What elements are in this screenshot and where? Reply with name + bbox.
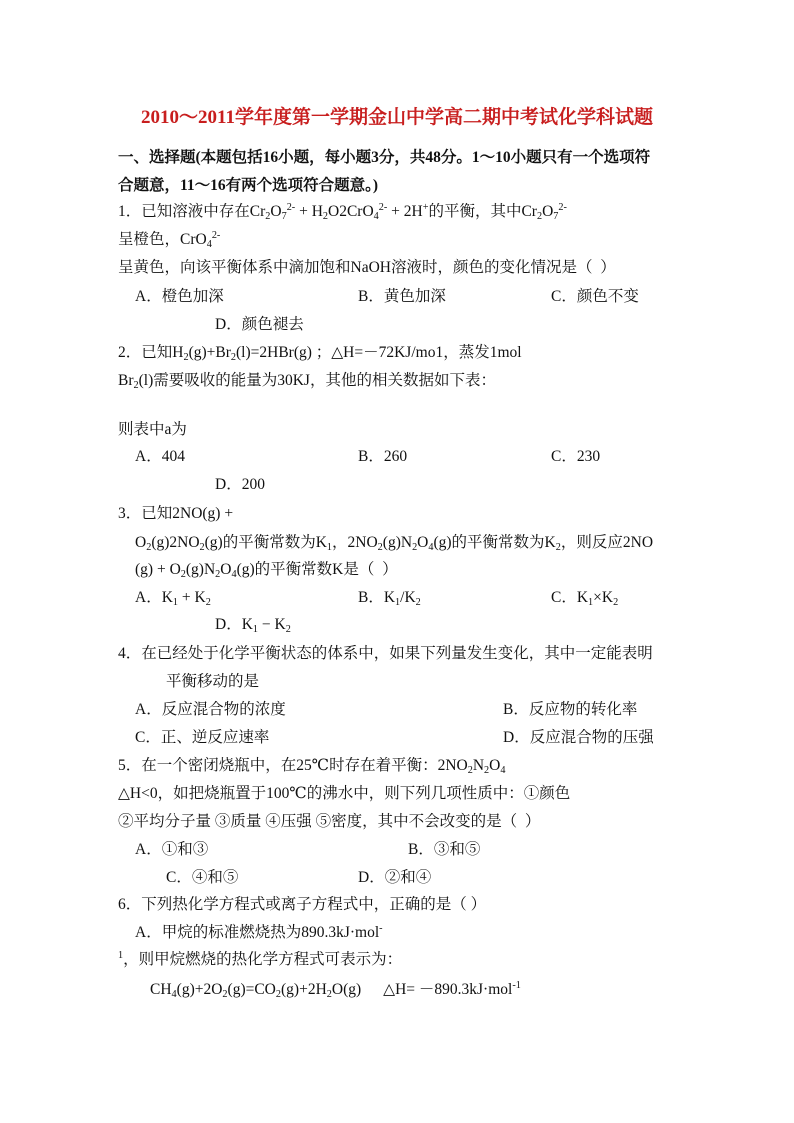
superscript: 2- bbox=[211, 230, 221, 242]
text-segment: ×K bbox=[593, 589, 614, 606]
text-segment: B．K bbox=[358, 589, 396, 606]
subscript: 4 bbox=[171, 989, 177, 1001]
q2-stem-line-3: 则表中a为 bbox=[118, 421, 187, 438]
text-segment: ，2NO bbox=[332, 534, 378, 551]
text-segment: 1．已知溶液中存在Cr bbox=[118, 203, 266, 220]
q5-stem-line-1 bbox=[118, 752, 505, 780]
q3-option-a bbox=[135, 584, 211, 612]
q1-option-d: D．颜色褪去 bbox=[215, 316, 304, 333]
text-segment: C．K bbox=[551, 589, 589, 606]
q3-option-b bbox=[358, 584, 421, 612]
text-segment: (g)的平衡常数为K bbox=[433, 534, 556, 551]
q3-stem-line-1: 3．已知2NO(g) + bbox=[118, 505, 234, 522]
q2-stem-line-1 bbox=[118, 339, 522, 367]
subscript: 1 bbox=[172, 597, 178, 609]
subscript: 2 bbox=[230, 352, 236, 364]
superscript: 2- bbox=[558, 202, 567, 214]
q4-stem-line-2: 平衡移动的是 bbox=[166, 673, 260, 690]
subscript: 2 bbox=[613, 597, 619, 609]
text-segment: (g)+Br bbox=[188, 344, 231, 361]
text-segment: + 2H bbox=[387, 203, 423, 220]
text-segment: 的平衡，其中Cr bbox=[428, 203, 537, 220]
q5-option-b: B．③和⑤ bbox=[408, 841, 481, 858]
q6-option-a-line-2 bbox=[118, 946, 402, 974]
q4-option-c: C．正、逆反应速率 bbox=[135, 729, 270, 746]
subscript: 2 bbox=[412, 542, 418, 554]
q5-stem-line-2: △H<0，如把烧瓶置于100℃的沸水中，则下列几项性质中：①颜色 bbox=[118, 785, 571, 802]
q4-option-a: A．反应混合物的浓度 bbox=[135, 701, 286, 718]
text-segment: O bbox=[135, 534, 147, 551]
subscript: 4 bbox=[231, 569, 237, 581]
subscript: 2 bbox=[536, 211, 543, 223]
subscript: 2 bbox=[467, 765, 473, 777]
q5-option-d: D．②和④ bbox=[358, 869, 432, 886]
section-heading-line-1: 一、选择题(本题包括16小题，每小题3分，共48分。1～10小题只有一个选项符 bbox=[118, 149, 651, 166]
q1-option-a: A．橙色加深 bbox=[135, 288, 224, 305]
subscript: 4 bbox=[428, 542, 434, 554]
text-segment: ，则反应2NO bbox=[560, 534, 654, 551]
text-segment: /K bbox=[400, 589, 416, 606]
text-segment: (g)=CO bbox=[227, 981, 276, 998]
text-segment: + K bbox=[178, 589, 206, 606]
q6-stem: 6．下列热化学方程式或离子方程式中，正确的是（ ） bbox=[118, 896, 487, 913]
subscript: 2 bbox=[183, 352, 189, 364]
subscript: 2 bbox=[484, 765, 490, 777]
text-segment: (g)的平衡常数为K bbox=[204, 534, 327, 551]
text-segment: (g)2NO bbox=[151, 534, 200, 551]
superscript: 2- bbox=[378, 202, 388, 214]
text-segment: (g)+2O bbox=[176, 981, 223, 998]
text-segment: O bbox=[417, 534, 429, 551]
q2-option-b: B．260 bbox=[358, 448, 408, 465]
text-segment: (g) + O bbox=[135, 561, 181, 578]
superscript: 1 bbox=[118, 950, 124, 962]
subscript: 2 bbox=[205, 597, 211, 609]
subscript: 4 bbox=[373, 211, 379, 223]
text-segment: 5．在一个密闭烧瓶中，在25℃时存在着平衡：2NO bbox=[118, 757, 468, 774]
subscript: 2 bbox=[322, 211, 328, 223]
subscript: 2 bbox=[133, 380, 139, 392]
q1-stem-line-3: 呈黄色，向该平衡体系中滴加饱和NaOH溶液时，颜色的变化情况是（ ） bbox=[118, 259, 616, 276]
text-segment: O bbox=[220, 561, 232, 578]
q3-option-c bbox=[551, 584, 618, 612]
q4-option-d: D．反应混合物的压强 bbox=[503, 729, 654, 746]
text-segment: O bbox=[270, 203, 282, 220]
text-segment: Br bbox=[118, 372, 134, 389]
text-segment: O(g) bbox=[331, 981, 362, 998]
subscript: 2 bbox=[199, 542, 205, 554]
text-segment: (g)的平衡常数K是（ ） bbox=[236, 561, 398, 578]
superscript: + bbox=[422, 202, 429, 214]
text-segment: A．K bbox=[135, 589, 173, 606]
text-segment: − K bbox=[258, 616, 286, 633]
text-segment: 呈橙色，CrO bbox=[118, 231, 207, 248]
subscript: 1 bbox=[326, 542, 333, 554]
subscript: 4 bbox=[206, 239, 212, 251]
q4-option-b: B．反应物的转化率 bbox=[503, 701, 638, 718]
q5-option-a: A．①和③ bbox=[135, 841, 209, 858]
subscript: 7 bbox=[281, 211, 287, 223]
q1-stem-line-2 bbox=[118, 226, 220, 254]
text-segment: O bbox=[542, 203, 554, 220]
q5-stem-line-3: ②平均分子量 ③质量 ④压强 ⑤密度，其中不会改变的是（ ） bbox=[118, 813, 541, 830]
text-segment: 2．已知H bbox=[118, 344, 184, 361]
q1-option-c: C．颜色不变 bbox=[551, 288, 639, 305]
q3-stem-line-3 bbox=[135, 556, 398, 584]
subscript: 2 bbox=[326, 989, 332, 1001]
q3-stem-line-2 bbox=[135, 529, 653, 557]
exam-title: 2010～2011学年度第一学期金山中学高二期中考试化学科试题 bbox=[141, 107, 653, 128]
q1-option-b: B．黄色加深 bbox=[358, 288, 446, 305]
section-heading-line-2: 合题意，11～16有两个选项符合题意。) bbox=[118, 177, 379, 194]
subscript: 2 bbox=[265, 211, 271, 223]
subscript: 2 bbox=[285, 624, 291, 636]
subscript: 1 bbox=[395, 597, 401, 609]
subscript: 2 bbox=[146, 542, 152, 554]
text-segment: N bbox=[472, 757, 485, 774]
text-segment: (g)+2H bbox=[281, 981, 327, 998]
subscript: 7 bbox=[553, 211, 559, 223]
subscript: 2 bbox=[415, 597, 421, 609]
text-segment: + H bbox=[295, 203, 323, 220]
subscript: 2 bbox=[222, 989, 228, 1001]
subscript: 4 bbox=[500, 765, 506, 777]
q2-option-a: A．404 bbox=[135, 448, 185, 465]
q2-stem-line-2 bbox=[118, 367, 496, 395]
text-segment: (l)=2HBr(g) ；△H=－72KJ/mo1，蒸发1mol bbox=[236, 344, 522, 361]
subscript: 1 bbox=[252, 624, 258, 636]
text-segment: (g)N bbox=[185, 561, 216, 578]
text-segment: O bbox=[489, 757, 501, 774]
subscript: 2 bbox=[180, 569, 186, 581]
q5-option-c: C．④和⑤ bbox=[166, 869, 239, 886]
enthalpy-change: △H= －890.3kJ·mol bbox=[383, 981, 513, 998]
q4-stem-line-1: 4．在已经处于化学平衡状态的体系中，如果下列量发生变化，其中一定能表明 bbox=[118, 645, 653, 662]
text-segment: (l)需要吸收的能量为30KJ，其他的相关数据如下表： bbox=[138, 372, 496, 389]
q3-option-d bbox=[215, 611, 291, 639]
subscript: 2 bbox=[275, 989, 281, 1001]
text-segment: D．K bbox=[215, 616, 253, 633]
superscript: -1 bbox=[512, 980, 521, 992]
q2-option-d: D．200 bbox=[215, 476, 265, 493]
text-segment: CH bbox=[150, 981, 172, 998]
superscript: - bbox=[379, 923, 383, 935]
q6-thermochemical-equation bbox=[150, 976, 521, 1004]
text-segment: (g)N bbox=[382, 534, 413, 551]
q6-option-a-line-1 bbox=[135, 919, 383, 947]
q2-option-c: C．230 bbox=[551, 448, 601, 465]
subscript: 2 bbox=[377, 542, 383, 554]
subscript: 2 bbox=[215, 569, 221, 581]
text-segment: O2CrO bbox=[328, 203, 374, 220]
subscript: 1 bbox=[588, 597, 594, 609]
superscript: 2- bbox=[286, 202, 296, 214]
subscript: 2 bbox=[555, 542, 561, 554]
text-segment: A．甲烷的标准燃烧热为890.3kJ·mol bbox=[135, 924, 380, 941]
q1-stem-line-1 bbox=[118, 198, 567, 226]
text-segment: ，则甲烷燃烧的热化学方程式可表示为： bbox=[123, 951, 403, 968]
